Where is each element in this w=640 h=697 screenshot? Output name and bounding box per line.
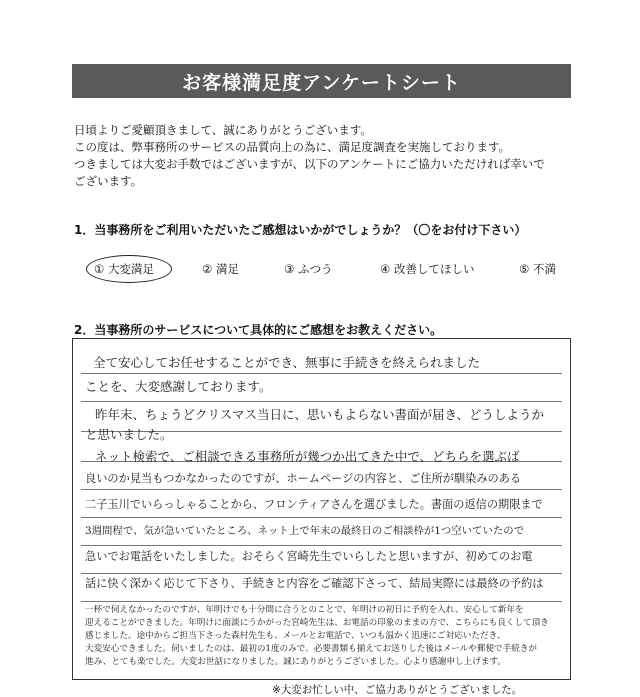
answer-box[interactable] <box>72 338 571 680</box>
intro-text <box>74 122 594 190</box>
handwritten-line: 3週間程で、気が急いていたところ、ネット上で年末の最終日のご相談枠が1つ空いていたので <box>85 525 525 537</box>
handwritten-line: ことを、大変感謝しております。 <box>85 379 272 394</box>
option-label: ③ ふつう <box>284 262 333 276</box>
option-needs-improvement[interactable] <box>380 261 474 277</box>
handwritten-line: ネット検索で、ご相談できる事務所が幾つか出てきた中で、どちらを選ぶば <box>95 449 520 464</box>
option-very-satisfied[interactable] <box>94 261 154 277</box>
option-label: ② 満足 <box>202 262 239 276</box>
intro-line: 日頃よりご愛顧頂きまして、誠にありがとうございます。 <box>74 123 372 137</box>
handwritten-line-small: 迎えることができました。年明けに面談にうかがった宮崎先生は、お電話の印象のままの方で、こちらにも良くして頂き <box>85 618 549 628</box>
handwritten-line: 話に快く深かく応じて下さり、手続きと内容をご確認下さって、結局実際には最終の予約は <box>85 577 544 590</box>
handwritten-line: と思いました。 <box>85 427 173 442</box>
handwritten-line: 二子玉川でいらっしゃることから、フロンティアさんを選びました。書面の返信の期限まで <box>85 498 543 511</box>
handwritten-line-small: 一杯で伺えなかったのですが、年明けでも十分間に合うとのことで、年明けの初日に予約を入れ、安心して新年を <box>85 605 524 615</box>
handwritten-line: 良いのか見当もつかなかったのですが、ホームページの内容と、ご住所が馴染みのある <box>85 472 522 485</box>
question-2: 2．当事務所のサービスについて具体的にご感想をお教えください。 <box>74 323 443 337</box>
handwritten-line-small: 進み、とても楽でした。大変お世話になりました。誠にありがとうございました。心より感謝申し上げます。 <box>85 657 506 667</box>
question-1: 1．当事務所をご利用いただいたご感想はいかがでしょうか？（〇をお付け下さい） <box>74 223 527 237</box>
ruled-line <box>81 573 562 574</box>
handwritten-line: 昨年末、ちょうどクリスマス当日に、思いもよらない書面が届き、どうしようか <box>95 407 545 422</box>
ruled-line <box>81 601 562 602</box>
intro-line: この度は、弊事務所のサービスの品質向上の為に、満足度調査を実施しております。 <box>74 140 511 154</box>
selected-circle-mark <box>86 255 172 283</box>
ruled-line <box>81 401 562 402</box>
page-title: お客様満足度アンケートシート <box>72 64 571 98</box>
footer-note: ※大変お忙しい中、ご協力ありがとうございました。 <box>272 684 523 696</box>
intro-line: つきましては大変お手数ではございますが、以下のアンケートにご協力いただければ幸いで <box>74 157 545 171</box>
ruled-line <box>81 489 562 490</box>
intro-line: ございます。 <box>74 174 143 188</box>
handwritten-line: 全て安心してお任せすることができ、無事に手続きを終えられました <box>93 355 481 370</box>
ruled-line <box>81 545 562 546</box>
option-label: ⑤ 不満 <box>519 262 556 276</box>
handwritten-line-small: 感じました。途中からご担当下さった森村先生も、メールとお電話で、いつも温かく迅速にご対応いただき、 <box>85 631 506 641</box>
ruled-line <box>81 517 562 518</box>
handwritten-line-small: 大変安心できました。伺いましたのは、最初の1度のみで、必要書類も揃えてお送りした後はメールや郵便で手続きが <box>85 644 538 654</box>
option-label: ① 大変満足 <box>94 262 154 276</box>
handwritten-line: 急いでお電話をいたしました。おそらく宮崎先生でいらしたと思いますが、初めてのお電 <box>85 550 533 563</box>
option-label: ④ 改善してほしい <box>380 262 475 276</box>
option-neutral[interactable] <box>284 261 332 277</box>
option-dissatisfied[interactable] <box>519 261 556 277</box>
ruled-line <box>81 373 562 374</box>
option-satisfied[interactable] <box>202 261 239 277</box>
